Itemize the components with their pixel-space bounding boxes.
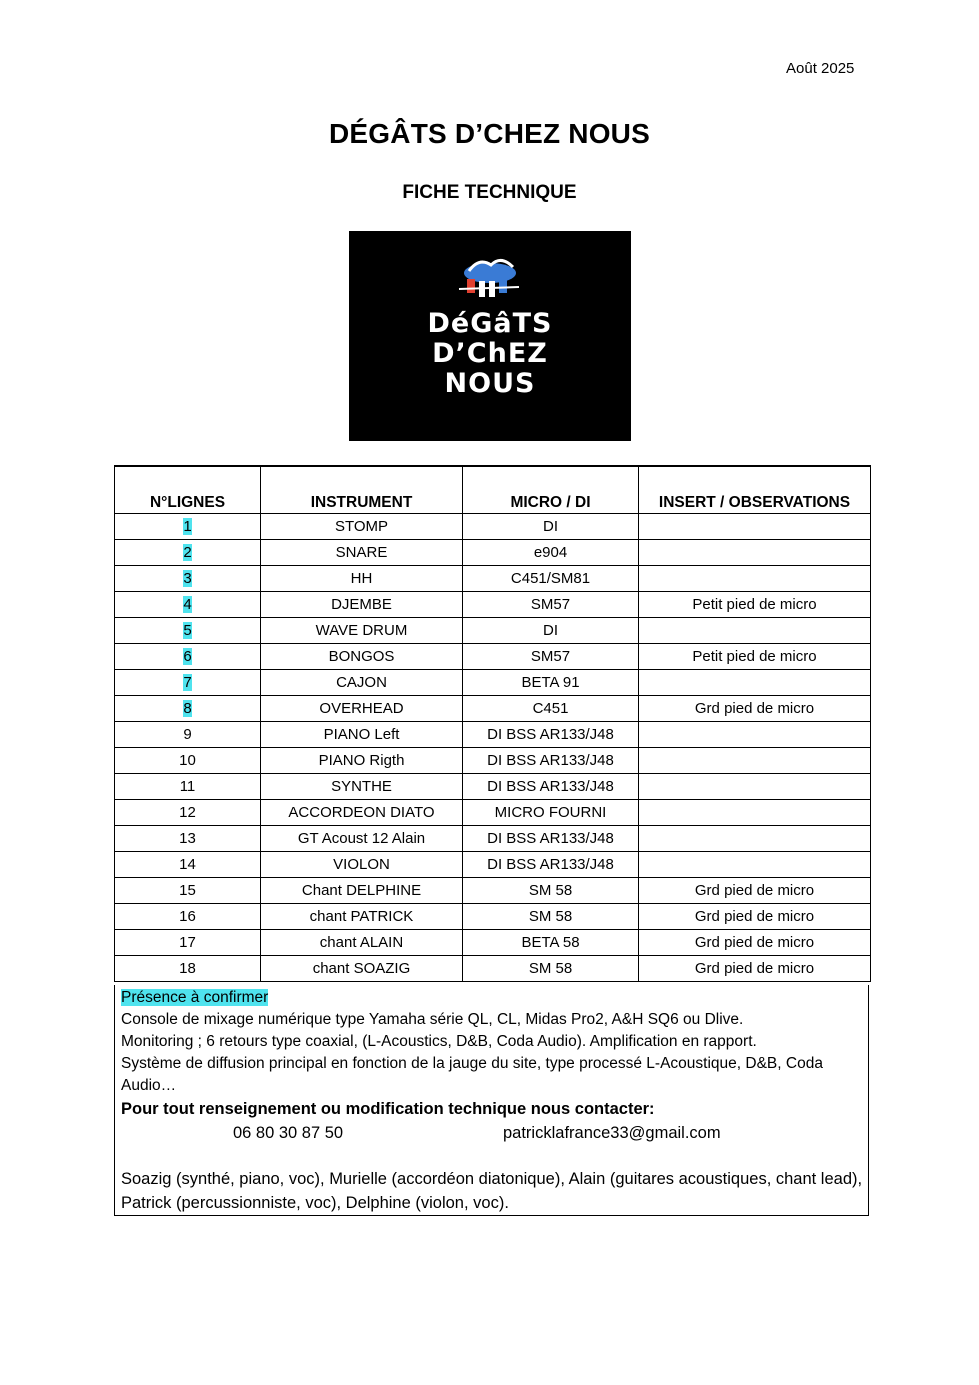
row-number-label: 5 — [183, 621, 192, 639]
row-number — [115, 774, 261, 800]
contact-phone: 06 80 30 87 50 — [233, 1124, 344, 1142]
row-insert: Grd pied de micro — [639, 930, 871, 956]
row-micro: DI — [463, 618, 639, 644]
row-micro: SM 58 — [463, 878, 639, 904]
row-micro: C451 — [463, 696, 639, 722]
row-micro: SM 58 — [463, 904, 639, 930]
row-number — [115, 852, 261, 878]
row-micro: DI BSS AR133/J48 — [463, 826, 639, 852]
table-row — [115, 878, 871, 904]
row-insert — [639, 566, 871, 592]
table-row — [115, 956, 871, 982]
table-row — [115, 566, 871, 592]
row-number-label: 6 — [183, 647, 192, 665]
row-number — [115, 956, 261, 982]
row-number-label: 10 — [179, 751, 196, 769]
row-instrument: GT Acoust 12 Alain — [261, 826, 463, 852]
row-number-label: 1 — [183, 517, 192, 535]
table-row — [115, 904, 871, 930]
table-row — [115, 930, 871, 956]
row-number-label: 9 — [183, 725, 192, 743]
table-row — [115, 644, 871, 670]
row-instrument: Chant DELPHINE — [261, 878, 463, 904]
table-row — [115, 774, 871, 800]
row-insert — [639, 800, 871, 826]
row-instrument: HH — [261, 566, 463, 592]
row-instrument: STOMP — [261, 514, 463, 540]
row-micro: DI BSS AR133/J48 — [463, 852, 639, 878]
row-insert — [639, 540, 871, 566]
row-micro: C451/SM81 — [463, 566, 639, 592]
musicians-list: Soazig (synthé, piano, voc), Murielle (accordéon diatonique), Alain (guitares acoustiques, chant lead), Patrick (percussionniste, voc), Delphine (violon, voc). — [121, 1170, 863, 1212]
console-note: Console de mixage numérique type Yamaha série QL, CL, Midas Pro2, A&H SQ6 ou Dlive. — [121, 1011, 744, 1028]
contact-details — [121, 1121, 868, 1145]
row-number-label: 4 — [183, 595, 192, 613]
logo-line-3: NOUS — [444, 368, 536, 399]
row-number — [115, 644, 261, 670]
table-row — [115, 540, 871, 566]
table-row — [115, 696, 871, 722]
row-micro: DI BSS AR133/J48 — [463, 774, 639, 800]
row-number — [115, 618, 261, 644]
table-row — [115, 592, 871, 618]
row-insert — [639, 748, 871, 774]
row-number — [115, 670, 261, 696]
monitoring-note: Monitoring ; 6 retours type coaxial, (L-Acoustics, D&B, Coda Audio). Amplification en rapport. — [121, 1033, 757, 1050]
row-insert: Grd pied de micro — [639, 696, 871, 722]
row-insert — [639, 826, 871, 852]
header-instrument: INSTRUMENT — [261, 466, 463, 514]
row-micro: MICRO FOURNI — [463, 800, 639, 826]
row-micro: e904 — [463, 540, 639, 566]
row-instrument: PIANO Left — [261, 722, 463, 748]
row-instrument: chant PATRICK — [261, 904, 463, 930]
row-insert: Petit pied de micro — [639, 644, 871, 670]
contact-email[interactable]: patricklafrance33@gmail.com — [503, 1124, 721, 1142]
header-micro: MICRO / DI — [463, 466, 639, 514]
row-instrument: CAJON — [261, 670, 463, 696]
row-insert — [639, 722, 871, 748]
row-number-label: 17 — [179, 933, 196, 951]
table-row — [115, 514, 871, 540]
header-insert: INSERT / OBSERVATIONS — [639, 466, 871, 514]
row-micro: DI BSS AR133/J48 — [463, 748, 639, 774]
row-number — [115, 878, 261, 904]
row-instrument: DJEMBE — [261, 592, 463, 618]
row-number-label: 14 — [179, 855, 196, 873]
diffusion-note: Système de diffusion principal en fonction de la jauge du site, type processé L-Acoustique, D&B, Coda Audio… — [121, 1055, 823, 1094]
row-insert — [639, 618, 871, 644]
row-instrument: OVERHEAD — [261, 696, 463, 722]
row-micro: BETA 91 — [463, 670, 639, 696]
row-micro: DI — [463, 514, 639, 540]
table-row — [115, 618, 871, 644]
row-number — [115, 592, 261, 618]
row-insert: Grd pied de micro — [639, 956, 871, 982]
row-number-label: 12 — [179, 803, 196, 821]
row-instrument: VIOLON — [261, 852, 463, 878]
row-insert: Petit pied de micro — [639, 592, 871, 618]
row-number — [115, 514, 261, 540]
row-insert: Grd pied de micro — [639, 878, 871, 904]
row-number-label: 15 — [179, 881, 196, 899]
row-number-label: 2 — [183, 543, 192, 561]
row-insert — [639, 670, 871, 696]
row-number-label: 18 — [179, 959, 196, 977]
logo-line-1: DéGâTS — [427, 308, 553, 339]
row-insert — [639, 514, 871, 540]
row-instrument: chant ALAIN — [261, 930, 463, 956]
row-number-label: 3 — [183, 569, 192, 587]
logo-line-2: D’ChEZ — [432, 338, 548, 369]
row-number — [115, 904, 261, 930]
row-number — [115, 722, 261, 748]
row-instrument: WAVE DRUM — [261, 618, 463, 644]
row-number-label: 13 — [179, 829, 196, 847]
row-micro: SM57 — [463, 644, 639, 670]
table-row — [115, 670, 871, 696]
row-instrument: SNARE — [261, 540, 463, 566]
document-date: Août 2025 — [786, 60, 855, 77]
row-instrument: PIANO Rigth — [261, 748, 463, 774]
row-number — [115, 930, 261, 956]
row-insert — [639, 774, 871, 800]
row-number — [115, 800, 261, 826]
row-number — [115, 566, 261, 592]
presence-note: Présence à confirmer — [121, 989, 269, 1006]
table-row — [115, 852, 871, 878]
band-title: DÉGÂTS D’CHEZ NOUS — [329, 118, 650, 149]
table-row — [115, 722, 871, 748]
patch-list-table — [114, 465, 871, 982]
row-number-label: 8 — [183, 699, 192, 717]
row-instrument: BONGOS — [261, 644, 463, 670]
row-instrument: chant SOAZIG — [261, 956, 463, 982]
table-row — [115, 826, 871, 852]
table-row — [115, 800, 871, 826]
row-number — [115, 748, 261, 774]
document-subtitle: FICHE TECHNIQUE — [402, 182, 577, 203]
row-micro: DI BSS AR133/J48 — [463, 722, 639, 748]
row-number-label: 16 — [179, 907, 196, 925]
row-number — [115, 826, 261, 852]
row-insert — [639, 852, 871, 878]
row-number-label: 11 — [179, 777, 196, 795]
row-instrument: SYNTHE — [261, 774, 463, 800]
header-lines: N°LIGNES — [115, 466, 261, 514]
row-micro: SM 58 — [463, 956, 639, 982]
row-instrument: ACCORDEON DIATO — [261, 800, 463, 826]
table-header-row — [115, 466, 871, 514]
band-logo — [349, 231, 631, 441]
table-row — [115, 748, 871, 774]
row-micro: SM57 — [463, 592, 639, 618]
row-micro: BETA 58 — [463, 930, 639, 956]
row-number — [115, 696, 261, 722]
row-number-label: 7 — [183, 673, 192, 691]
row-insert: Grd pied de micro — [639, 904, 871, 930]
row-number — [115, 540, 261, 566]
contact-label: Pour tout renseignement ou modification technique nous contacter: — [121, 1100, 655, 1118]
technical-notes — [114, 985, 869, 1216]
